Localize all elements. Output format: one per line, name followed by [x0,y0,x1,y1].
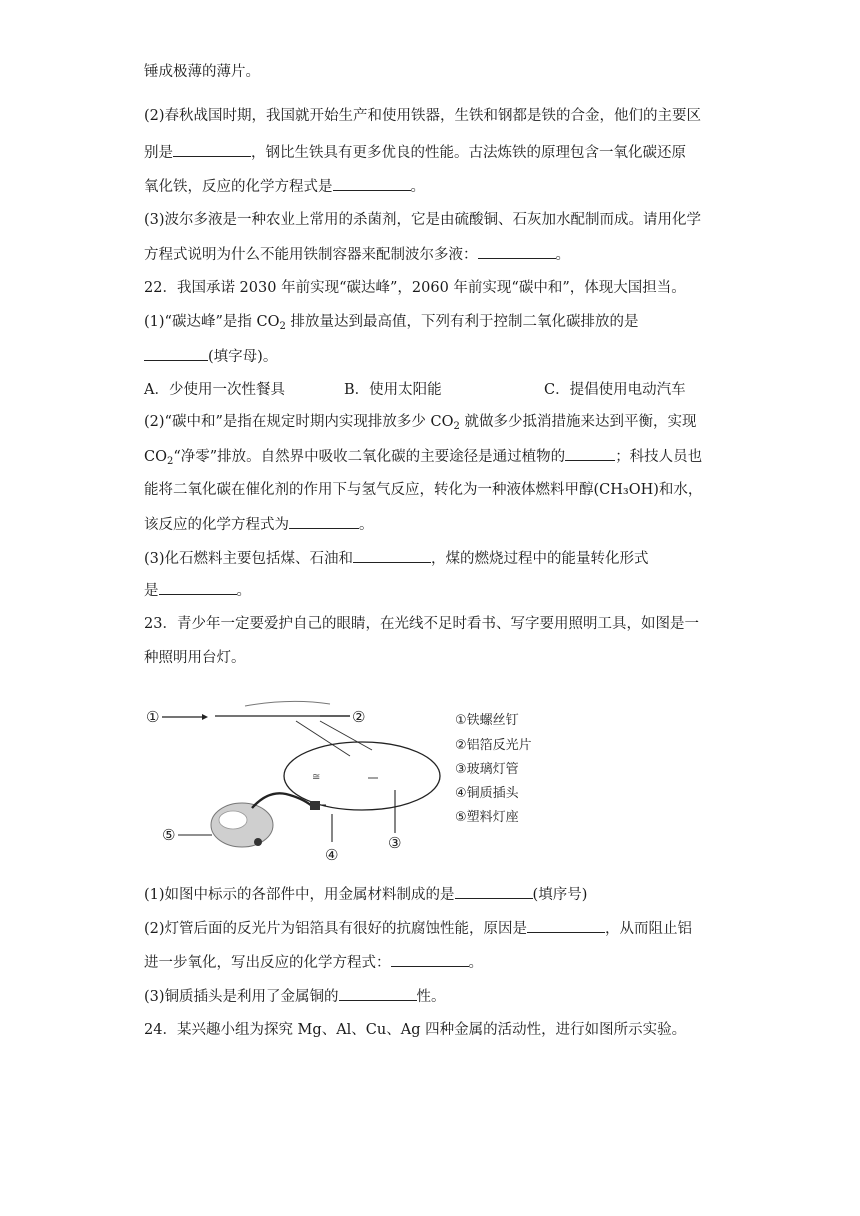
text-line: (2)春秋战国时期，我国就开始生产和使用铁器，生铁和钢都是铁的合金，他们的主要区 [144,108,702,124]
lamp-base-highlight [219,811,247,829]
marker-1: ① [146,708,160,726]
text-line: 锤成极薄的薄片。 [144,64,260,80]
answer-blank[interactable] [527,918,605,933]
text-line: (2)“碳中和”是指在规定时期内实现排放多少 $CO_2$ 就做多少抵消措施来达到平衡，实现 [144,414,697,432]
tube-mark: ≅ [312,772,321,783]
answer-blank[interactable] [353,548,431,563]
text-line: (3)铜质插头是利用了金属铜的 性。 [144,986,724,1007]
text-line: (3)化石燃料主要包括煤、石油和 ，煤的燃烧过程中的能量转化形式 [144,548,724,569]
legend-item-3: ③玻璃灯管 [455,762,519,777]
marker-4: ④ [325,846,339,864]
option-b[interactable]: B．使用太阳能 [344,382,442,398]
text-line: (3)波尔多液是一种农业上常用的杀菌剂，它是由硫酸铜、石灰加水配制而成。请用化学 [144,212,702,228]
text-line: 方程式说明为什么不能用铁制容器来配制波尔多液： 。 [144,244,724,265]
lamp-base-switch [254,838,262,846]
legend-item-4: ④铜质插头 [455,786,519,801]
marker-3: ③ [388,834,402,852]
legend-item-1: ①铁螺丝钉 [455,713,519,728]
answer-blank[interactable] [339,986,417,1001]
text-line: (1)“碳达峰”是指 $CO_2$ 排放量达到最高值，下列有利于控制二氧化碳排放的是 [144,314,639,332]
option-c[interactable]: C．提倡使用电动汽车 [544,382,686,398]
question-22-stem: 22．我国承诺 2030 年前实现“碳达峰”，2060 年前实现“碳中和”，体现大国担当。 [144,280,686,296]
text-line: $CO_2“$净零”排放。自然界中吸收二氧化碳的主要途径是通过植物的 ；科技人员也 [144,446,724,472]
text-line: 别是 ，钢比生铁具有更多优良的性能。古法炼铁的原理包含一氧化碳还原 [144,142,724,163]
text-line: (填字母)。 [144,346,724,367]
text-line: 能将二氧化碳在催化剂的作用下与氢气反应，转化为一种液体燃料甲醇(CH₃OH)和水， [144,482,703,498]
arrow-1-head [202,714,208,720]
question-23-stem: 23．青少年一定要爱护自己的眼睛，在光线不足时看书、写字要用照明工具，如图是一 [144,616,699,632]
text-line: 该反应的化学方程式为 。 [144,514,724,535]
text-line: 氧化铁，反应的化学方程式是 。 [144,176,724,197]
answer-blank[interactable] [478,244,556,259]
option-a[interactable]: A．少使用一次性餐具 [144,382,285,398]
answer-blank[interactable] [333,176,411,191]
marker-5: ⑤ [162,826,176,844]
copper-plug [310,801,320,810]
power-cord [252,793,312,808]
text-line: (2)灯管后面的反光片为铝箔具有很好的抗腐蚀性能，原因是 ，从而阻止铝 [144,918,724,939]
callout-wedge [296,721,372,756]
answer-blank[interactable] [289,514,359,529]
legend-item-5: ⑤塑料灯座 [455,810,519,825]
glass-tube-ellipse [284,742,440,810]
question-24-stem: 24．某兴趣小组为探究 Mg、Al、Cu、Ag 四种金属的活动性，进行如图所示实验。 [144,1022,687,1038]
answer-blank[interactable] [391,952,469,967]
answer-blank[interactable] [455,884,533,899]
text-line: 进一步氧化，写出反应的化学方程式： 。 [144,952,724,973]
answer-blank[interactable] [173,142,251,157]
text-line: (1)如图中标示的各部件中，用金属材料制成的是 (填序号) [144,884,724,905]
lamp-top-shade [245,701,330,706]
answer-blank[interactable] [144,346,208,361]
answer-blank[interactable] [159,580,237,595]
marker-2: ② [352,708,366,726]
text-line: 是 。 [144,580,724,601]
answer-blank[interactable] [565,446,615,461]
text-line: 种照明用台灯。 [144,650,246,666]
legend-item-2: ②铝箔反光片 [455,738,532,753]
